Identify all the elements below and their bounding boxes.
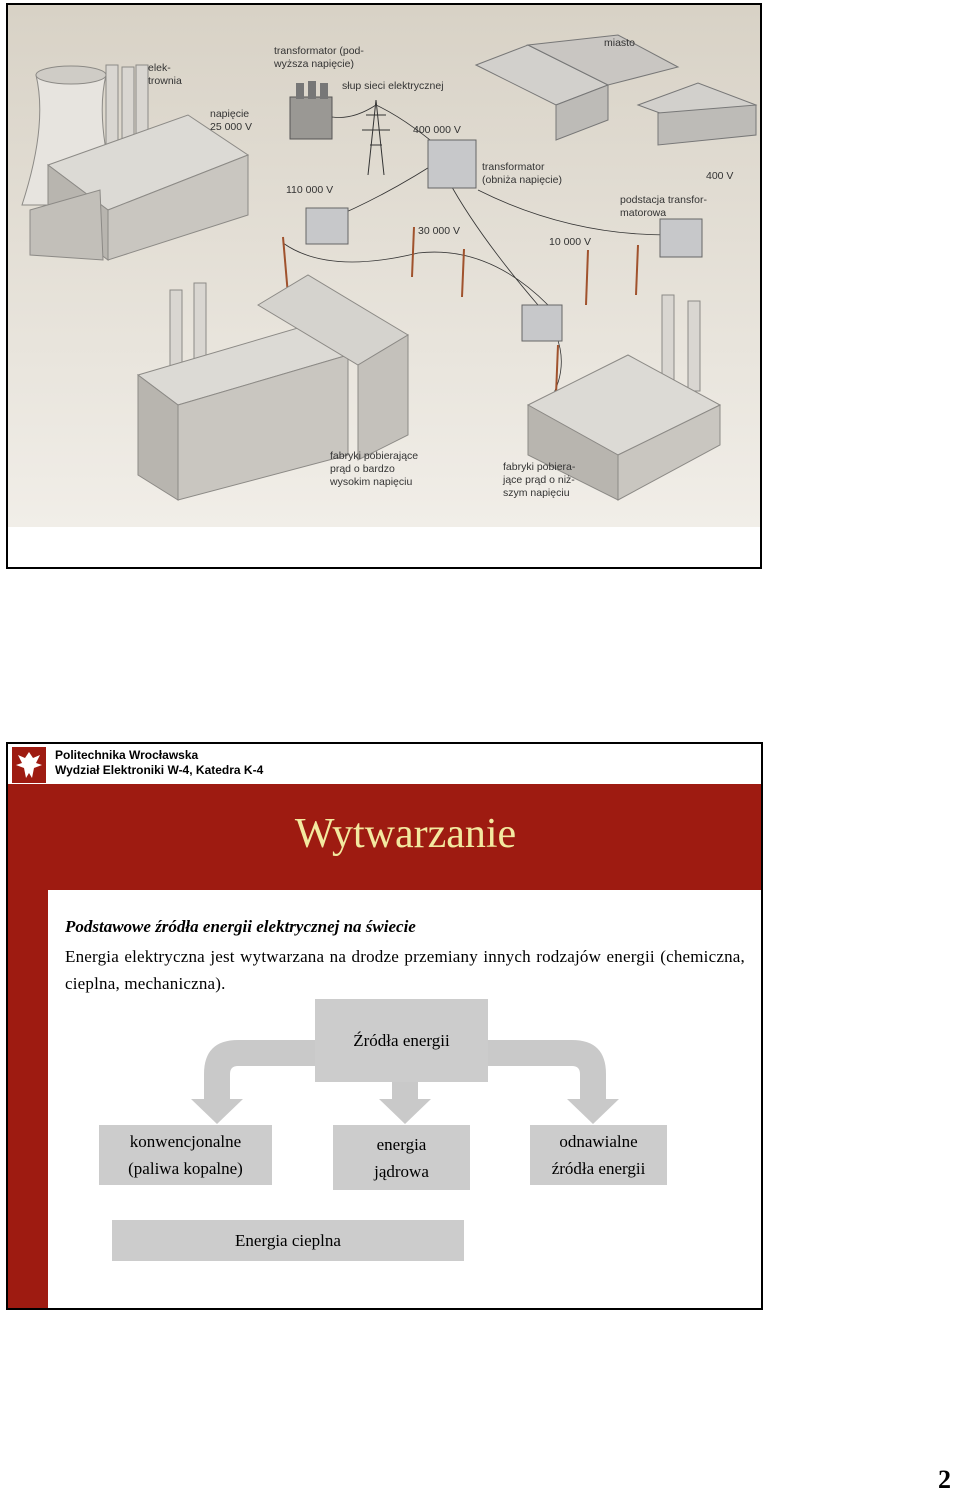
label-plant-voltage: napięcie 25 000 V (210, 108, 253, 133)
transformer-box-middle (522, 305, 562, 341)
label-high-voltage-factories: fabryki pobierające prąd o bardzo wysokim napięciu (330, 450, 419, 488)
nuclear-label-line2: jądrowa (374, 1161, 429, 1181)
institution-name: Politechnika Wrocławska (55, 748, 199, 762)
slide-body-text: Energia elektryczna jest wytwarzana na drodze przemiany innych rodzajów energii (chemiczna, cieplna, mechaniczna). (65, 947, 745, 993)
slide-title: Wytwarzanie (294, 811, 517, 857)
label-city: miasto (604, 37, 635, 49)
illustration-slide (6, 3, 762, 569)
nuclear-energy-box (333, 1125, 470, 1190)
thermal-energy-label: Energia cieplna (235, 1231, 341, 1250)
conventional-label-line1: konwencjonalne (129, 1132, 242, 1151)
step-up-transformer (290, 81, 332, 139)
label-low-voltage-factories: fabryki pobiera- jące prąd o niż- szym napięciu (503, 461, 576, 499)
arrow-right (488, 1040, 619, 1124)
label-400v: 400 V (706, 170, 734, 182)
arrow-left (191, 1040, 315, 1124)
conventional-label-line2: (paliwa kopalne) (128, 1159, 243, 1178)
renewable-sources-box (530, 1125, 667, 1185)
renewable-label-line2: źródła energii (551, 1159, 646, 1178)
label-step-up-transformer: transformator (pod- wyższa napięcie) (274, 45, 364, 70)
slide-subtitle: Podstawowe źródła energii elektrycznej na świecie (65, 917, 416, 936)
label-400kv: 400 000 V (413, 124, 461, 136)
arrow-middle (379, 1082, 431, 1124)
wytwarzanie-slide (6, 742, 763, 1310)
label-power-plant: elek- trownia (148, 62, 182, 87)
renewable-label-line1: odnawialne (559, 1132, 638, 1151)
substation-box (660, 219, 702, 257)
thermal-energy-box (112, 1220, 464, 1261)
step-down-transformer (428, 140, 476, 188)
label-pylon: słup sieci elektrycznej (342, 80, 444, 92)
label-110kv: 110 000 V (286, 184, 334, 196)
energy-sources-box (315, 999, 488, 1082)
department-name: Wydział Elektroniki W-4, Katedra K-4 (55, 763, 264, 777)
label-30kv: 30 000 V (418, 225, 461, 237)
conventional-sources-box (99, 1125, 272, 1185)
energy-sources-label: Źródła energii (353, 1031, 450, 1050)
page-number: 2 (938, 1465, 951, 1494)
transformer-box-left (306, 208, 348, 244)
label-10kv: 10 000 V (549, 236, 592, 248)
nuclear-label-line1: energia (376, 1134, 427, 1154)
label-step-down-transformer: transformator (obniża napięcie) (482, 161, 562, 186)
power-distribution-illustration (8, 5, 760, 527)
label-substation: podstacja transfor- matorowa (620, 194, 707, 219)
